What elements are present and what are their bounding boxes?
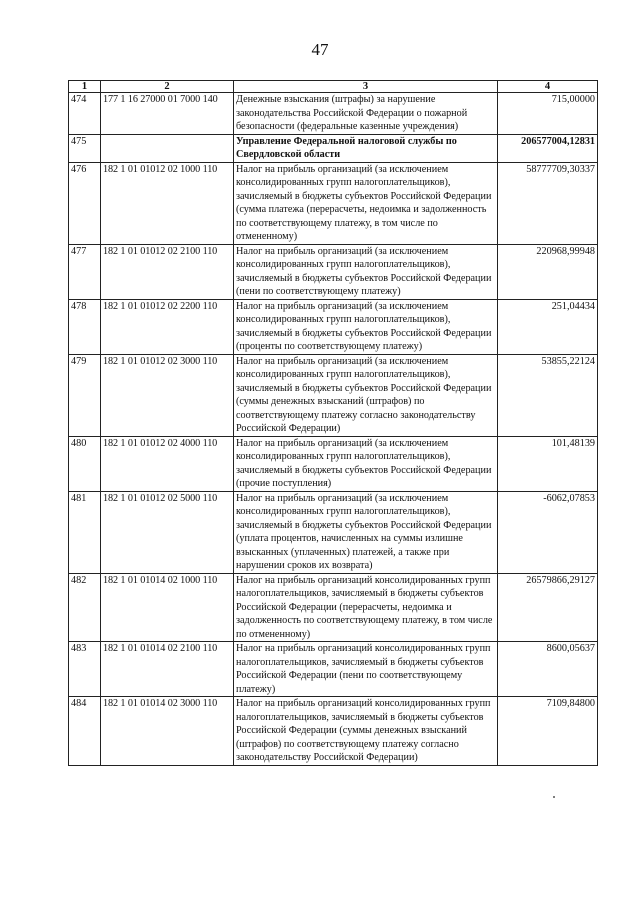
row-amount: 251,04434 [498,299,598,354]
table-row [69,436,598,491]
budget-code: 182 1 01 01014 02 3000 110 [101,697,234,766]
budget-code: 182 1 01 01012 02 2100 110 [101,244,234,299]
revenue-table [68,80,598,766]
row-amount: 58777709,30337 [498,162,598,244]
column-header: 2 [101,81,234,93]
table-row [69,244,598,299]
row-amount: 53855,22124 [498,354,598,436]
row-number: 476 [69,162,101,244]
row-description: Налог на прибыль организаций (за исключением консолидированных групп налогоплательщиков), зачисляемый в бюджеты субъектов Российской Федерации (уплата процентов, начисленных на суммы излишне взысканных (уплаченных) платежей, а также при нарушении сроков их возврата) [234,491,498,573]
table-row [69,491,598,573]
row-description: Налог на прибыль организаций (за исключением консолидированных групп налогоплательщиков), зачисляемый в бюджеты субъектов Российской Федерации (проценты по соответствующему платежу) [234,299,498,354]
row-amount: 206577004,12831 [498,134,598,162]
row-number: 477 [69,244,101,299]
row-description: Управление Федеральной налоговой службы по Свердловской области [234,134,498,162]
table-row [69,642,598,697]
row-amount: 26579866,29127 [498,573,598,642]
column-header: 4 [498,81,598,93]
row-description: Налог на прибыль организаций консолидированных групп налогоплательщиков, зачисляемый в бюджеты субъектов Российской Федерации (перерасчеты, недоимка и задолженность по соответствующему платежу, в том числе по отмененному) [234,573,498,642]
budget-code: 182 1 01 01014 02 2100 110 [101,642,234,697]
row-amount: 715,00000 [498,93,598,135]
row-description: Налог на прибыль организаций консолидированных групп налогоплательщиков, зачисляемый в бюджеты субъектов Российской Федерации (пени по соответствующему платежу) [234,642,498,697]
table-row [69,573,598,642]
column-header: 3 [234,81,498,93]
row-amount: 7109,84800 [498,697,598,766]
row-number: 475 [69,134,101,162]
budget-code: 182 1 01 01014 02 1000 110 [101,573,234,642]
row-amount: -6062,07853 [498,491,598,573]
table-header-row [69,81,598,93]
table-row [69,299,598,354]
page-number: 47 [311,40,329,59]
row-description: Налог на прибыль организаций консолидированных групп налогоплательщиков, зачисляемый в бюджеты субъектов Российской Федерации (суммы денежных взысканий (штрафов) по соответствующему платежу согласно законодательству Российской Федерации) [234,697,498,766]
row-number: 478 [69,299,101,354]
row-description: Налог на прибыль организаций (за исключением консолидированных групп налогоплательщиков), зачисляемый в бюджеты субъектов Российской Федерации (пени по соответствующему платежу) [234,244,498,299]
row-amount: 8600,05637 [498,642,598,697]
table-row [69,93,598,135]
table-row [69,162,598,244]
table-row [69,134,598,162]
budget-code: 182 1 01 01012 02 3000 110 [101,354,234,436]
row-number: 480 [69,436,101,491]
budget-code [101,134,234,162]
column-header: 1 [69,81,101,93]
scan-speck [553,796,555,798]
budget-code: 182 1 01 01012 02 2200 110 [101,299,234,354]
row-description: Налог на прибыль организаций (за исключением консолидированных групп налогоплательщиков), зачисляемый в бюджеты субъектов Российской Федерации (сумма платежа (перерасчеты, недоимка и задолженность по соответствующему платежу, в том числе по отмененному) [234,162,498,244]
row-number: 481 [69,491,101,573]
row-amount: 101,48139 [498,436,598,491]
table-body [69,93,598,766]
table-row [69,354,598,436]
row-description: Денежные взыскания (штрафы) за нарушение законодательства Российской Федерации о пожарной безопасности (федеральные казенные учреждения) [234,93,498,135]
row-description: Налог на прибыль организаций (за исключением консолидированных групп налогоплательщиков), зачисляемый в бюджеты субъектов Российской Федерации (суммы денежных взысканий (штрафов) по соответствующему платежу согласно законодательству Российской Федерации) [234,354,498,436]
budget-code: 182 1 01 01012 02 4000 110 [101,436,234,491]
budget-code: 177 1 16 27000 01 7000 140 [101,93,234,135]
row-number: 479 [69,354,101,436]
row-amount: 220968,99948 [498,244,598,299]
row-number: 484 [69,697,101,766]
row-description: Налог на прибыль организаций (за исключением консолидированных групп налогоплательщиков), зачисляемый в бюджеты субъектов Российской Федерации (прочие поступления) [234,436,498,491]
row-number: 483 [69,642,101,697]
budget-code: 182 1 01 01012 02 5000 110 [101,491,234,573]
row-number: 482 [69,573,101,642]
table-row [69,697,598,766]
budget-code: 182 1 01 01012 02 1000 110 [101,162,234,244]
row-number: 474 [69,93,101,135]
